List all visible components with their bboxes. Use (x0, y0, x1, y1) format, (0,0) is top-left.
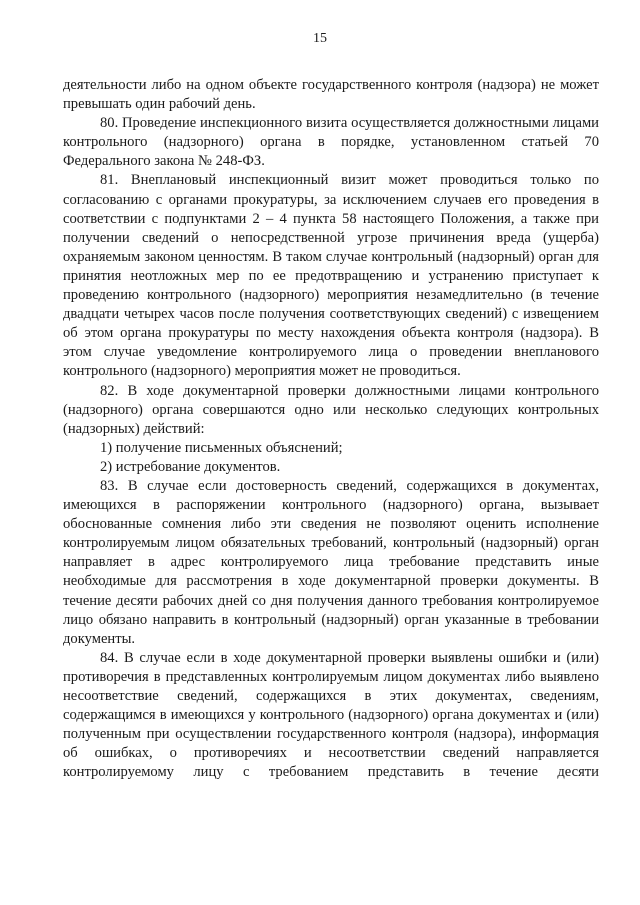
list-item-1: 1) получение письменных объяснений; (100, 439, 343, 456)
paragraph-84: 84. В случае если в ходе документарной проверки выявлены ошибки и (или) противоречия в представленных контролируемым лицом документах либо выявлено несоответствие сведений, содержащихся в этих документах, сведениям, содержащимся в имеющихся у контрольного (надзорного) органа документах и (или) полученным при осуществлении государственного контроля (надзора), информация об ошибках, о противоречиях и несоответствии сведений направляется контролируемому лицу с требованием представить в течение десяти (63, 649, 599, 781)
paragraph-continuation: деятельности либо на одном объекте государственного контроля (надзора) не может превышать один рабочий день. (63, 77, 599, 113)
paragraph-82: 82. В ходе документарной проверки должностными лицами контрольного (надзорного) органа совершаются одно или несколько следующих контрольных (надзорных) действий: (63, 382, 599, 437)
document-body (63, 76, 599, 782)
list-item-2: 2) истребование документов. (100, 458, 281, 475)
paragraph-83: 83. В случае если достоверность сведений, содержащихся в документах, имеющихся в распоряжении контрольного (надзорного) органа, вызывает обоснованные сомнения либо эти сведения не позволяют оценить исполнение контролируемым лицом обязательных требований, контрольный (надзорный) орган направляет в адрес контролируемого лица требование представить иные необходимые для рассмотрения в ходе документарной проверки документы. В течение десяти рабочих дней со дня получения данного требования контролируемое лицо обязано направить в контрольный (надзорный) орган указанные в требовании документы. (63, 477, 599, 647)
page-number: 15 (313, 31, 327, 46)
paragraph-81: 81. Внеплановый инспекционный визит может проводиться только по согласованию с органами прокуратуры, за исключением случаев его проведения в соответствии с подпунктами 2 – 4 пункта 58 настоящего Положения, а также при получении сведений о непосредственной угрозе причинения вреда (ущерба) охраняемым законом ценностям. В таком случае контрольный (надзорный) орган для принятия неотложных мер по ее предотвращению и устранению приступает к проведению контрольного (надзорного) мероприятия незамедлительно (в течение двадцати четырех часов после получения соответствующих сведений) с извещением об этом органа прокуратуры по месту нахождения объекта контроля (надзора). В этом случае уведомление контролируемого лица о проведении внепланового контрольного (надзорного) мероприятия может не проводиться. (63, 172, 599, 380)
paragraph-80: 80. Проведение инспекционного визита осуществляется должностными лицами контрольного (надзорного) органа в порядке, установленном статьей 70 Федерального закона № 248-ФЗ. (63, 115, 599, 170)
